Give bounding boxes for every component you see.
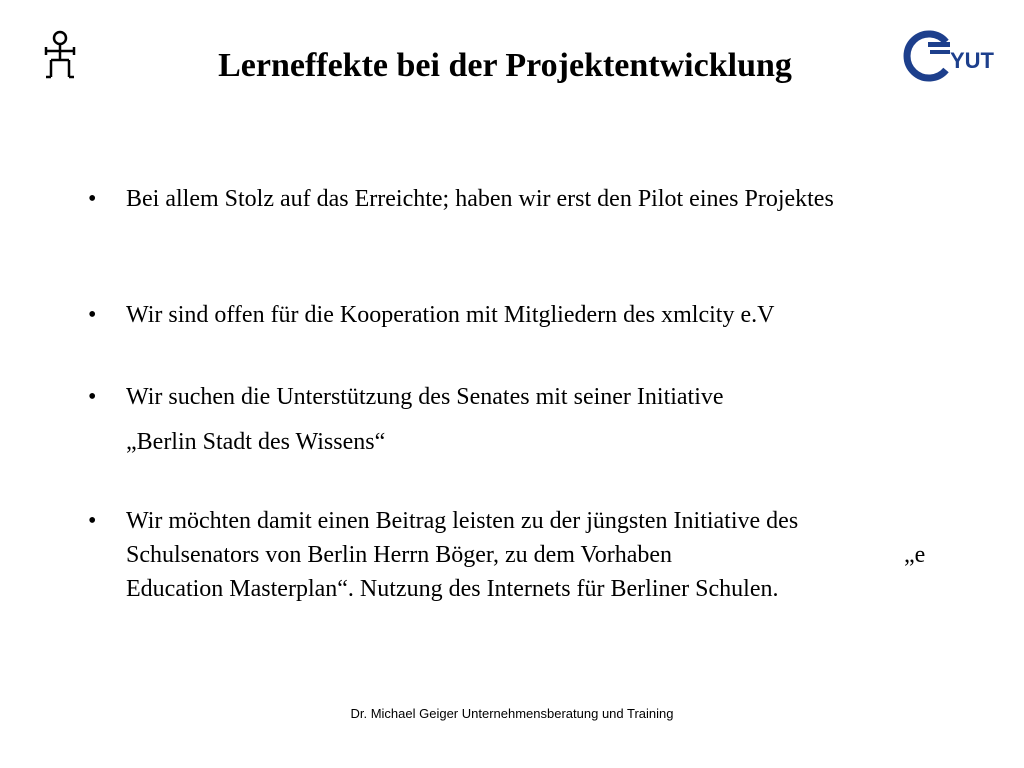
bullet-icon: • bbox=[88, 186, 97, 212]
bullet-continuation: „Berlin Stadt des Wissens“ bbox=[126, 429, 386, 455]
bullet-text: Bei allem Stolz auf das Erreichte; haben wir erst den Pilot eines Projektes bbox=[126, 186, 834, 212]
bullet-line: Schulsenators von Berlin Herrn Böger, zu dem Vorhaben bbox=[126, 542, 673, 568]
bullet-line: Education Masterplan“. Nutzung des Internets für Berliner Schulen. bbox=[126, 576, 779, 602]
bullet-icon: • bbox=[88, 508, 97, 534]
bullet-icon: • bbox=[88, 384, 97, 410]
bullet-line-group bbox=[126, 538, 956, 572]
footer: Dr. Michael Geiger Unternehmensberatung und Training bbox=[350, 706, 674, 721]
slide-title: Lerneffekte bei der Projektentwicklung bbox=[218, 47, 792, 84]
bullet-text: Wir suchen die Unterstützung des Senates mit seiner Initiative bbox=[126, 384, 724, 410]
bullet-line: Wir möchten damit einen Beitrag leisten zu der jüngsten Initiative des bbox=[126, 508, 799, 534]
logo-text: YUT bbox=[950, 48, 994, 73]
bullet-text: Wir sind offen für die Kooperation mit Mitgliedern des xmlcity e.V bbox=[126, 302, 775, 328]
bullet-text-block bbox=[126, 504, 956, 606]
bullet-icon: • bbox=[88, 302, 97, 328]
bullet-line: „e bbox=[904, 542, 926, 568]
